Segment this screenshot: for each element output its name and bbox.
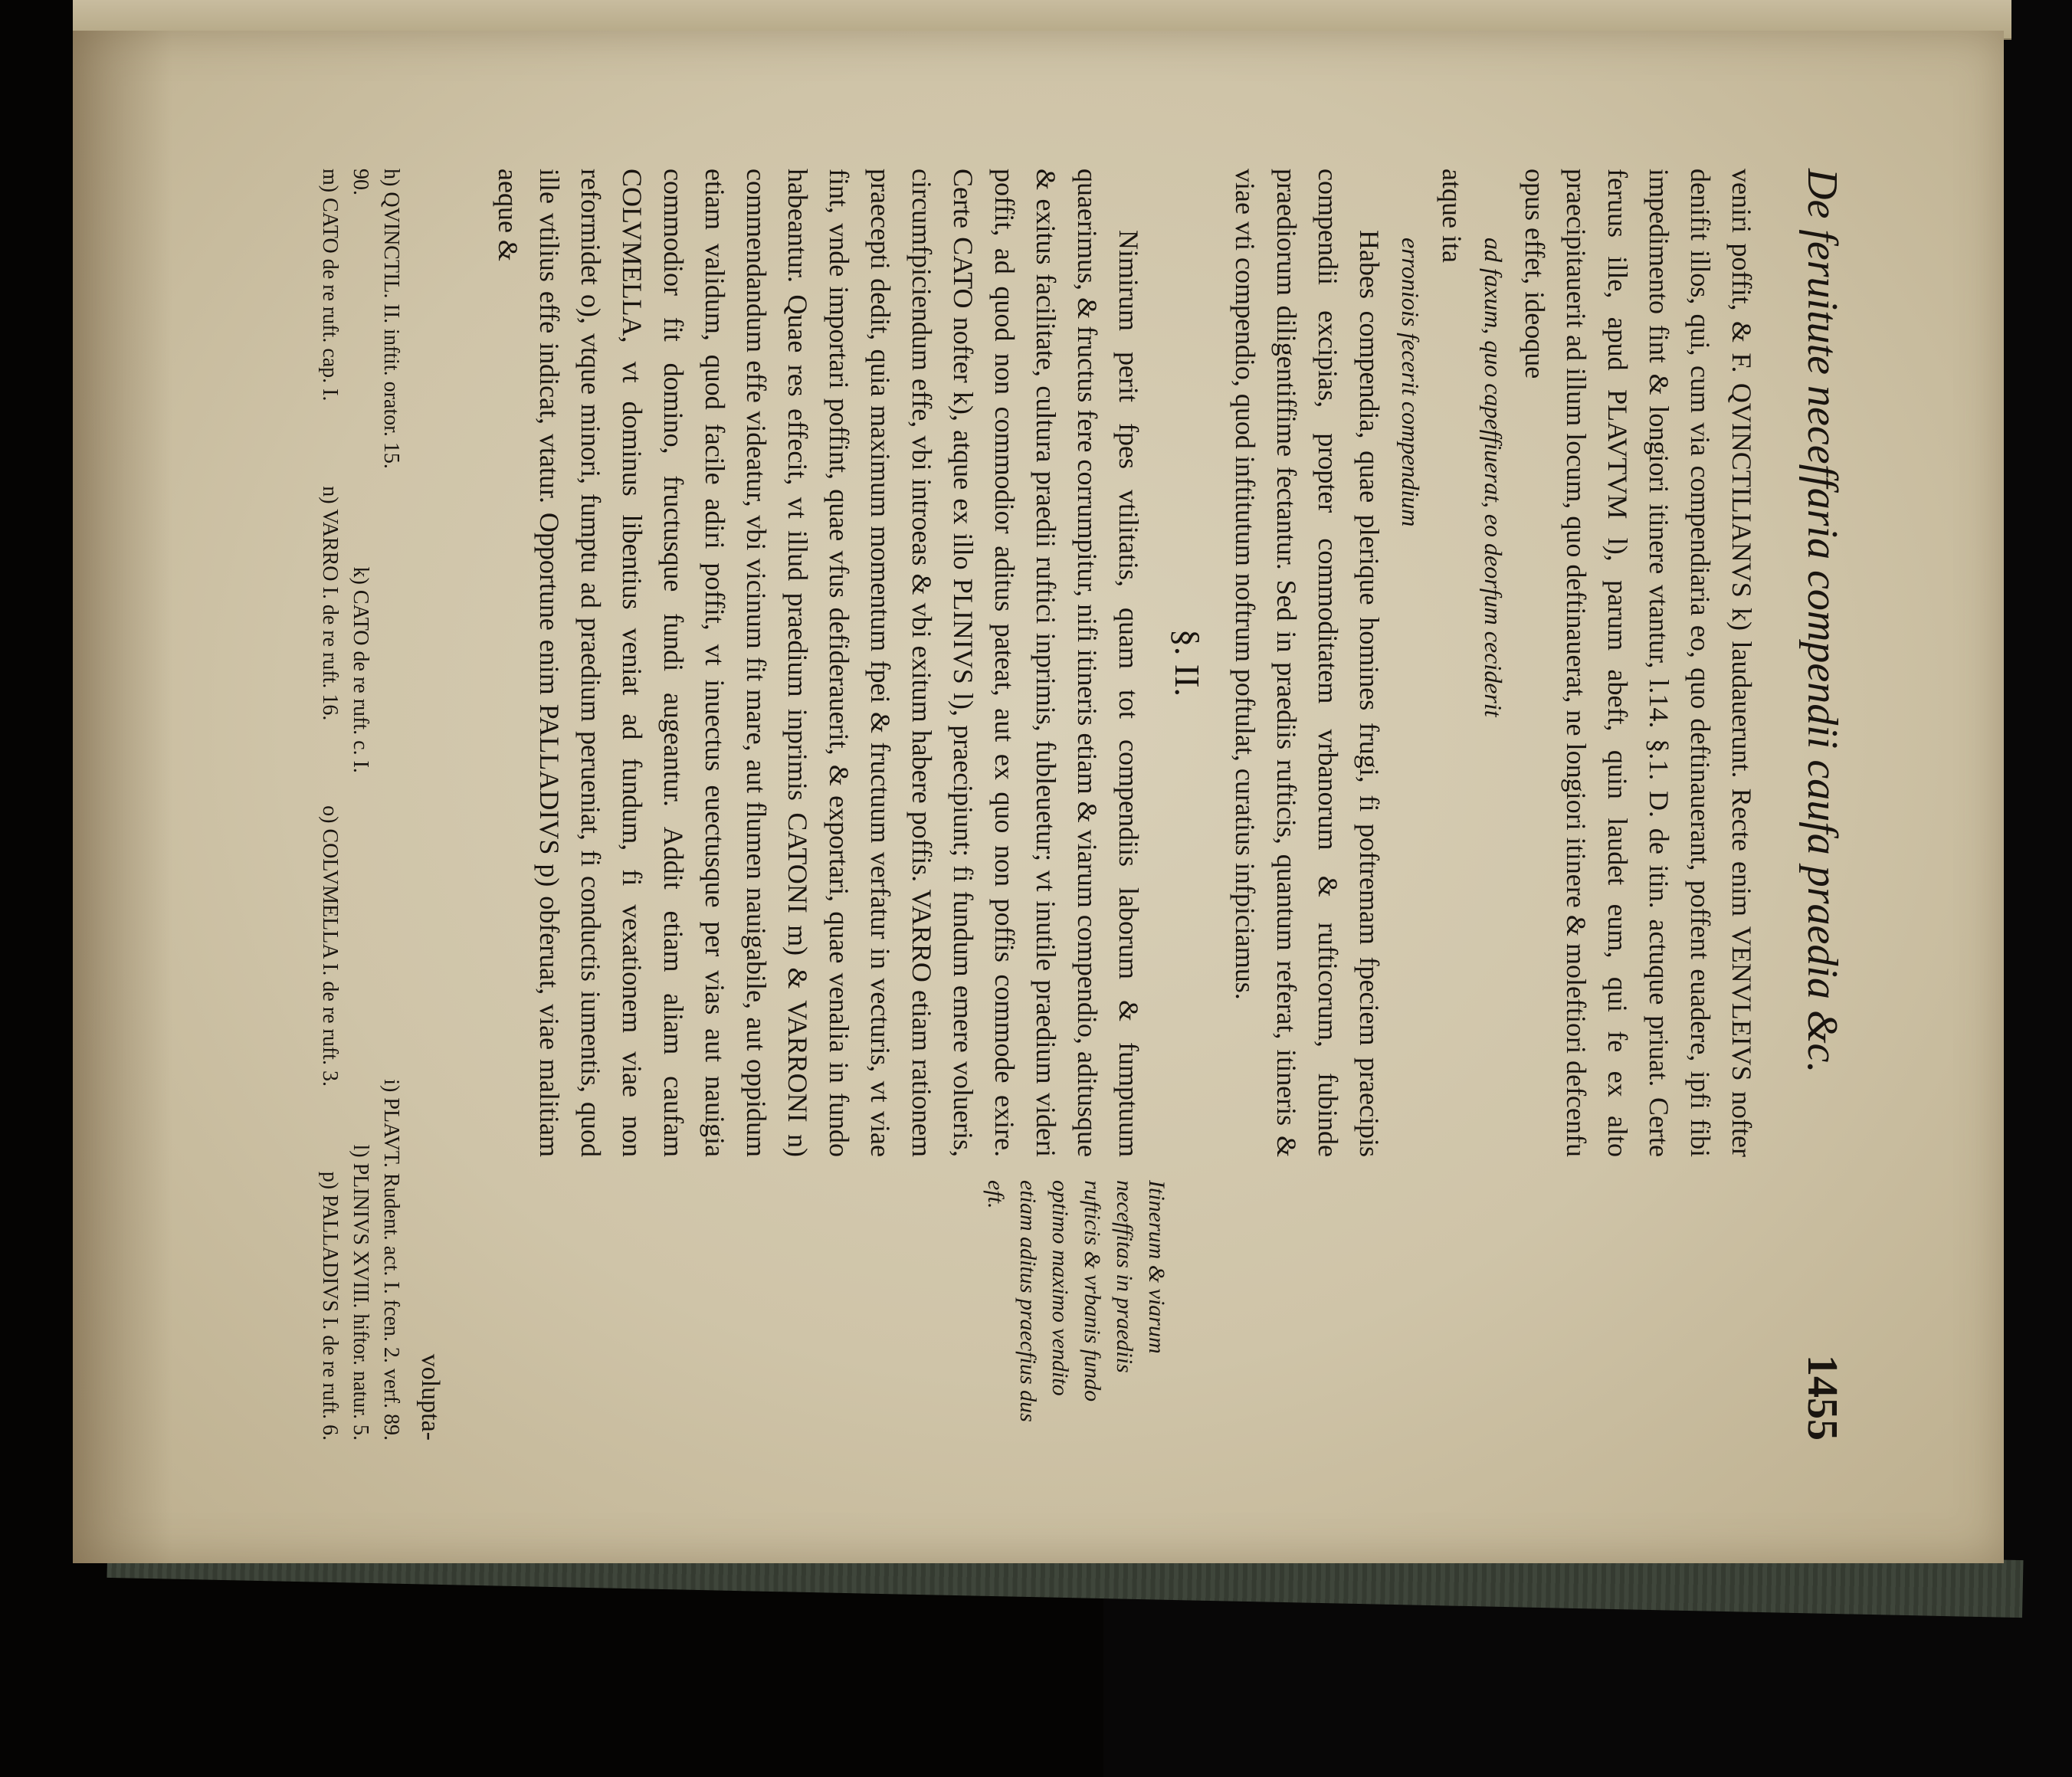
footnotes <box>314 169 406 1441</box>
footnote-n: n) VARRO I. de re ruft. 16. <box>318 486 342 721</box>
rotated-text-block <box>130 169 1847 1441</box>
page-number: 1455 <box>1798 1355 1846 1441</box>
paragraph-3: Nimirum perit fpes vtilitatis, quam tot compendiis laborum & fumptuum quaerimus, & fructus fere corrumpitur, nifi itineris etiam & viarum compendio, aditusque & exitus facilitate, cultura praedii ruftici inprimis, fubleuetur; vt inutile praedium videri poffit, ad quod non commodior aditus pateat, aut ex quo non poffis commode exire. Certe CATO nofter k), atque ex illo PLINIVS l), praecipiunt; fi fundum emere volueris, circumfpiciendum effe, vbi introeas & vbi exitum habere poffis. VARRO etiam rationem praecepti dedit, quia maximum momentum fpei & fructuum verfatur in vecturis, vt viae fint, vnde importari poffint, quae vfus defiderauerit, & exportari, quae venalia in fundo habeantur. Quae res effecit, vt illud praedium inprimis CATONI m) & VARRONI n) commendandum effe videatur, vbi vicinum fit mare, aut flumen nauigabile, aut oppidum etiam validum, quod facile adiri poffit, vt inuectus euectusque per vias aut nauigia commodior fit domino, fructusque fundi augeantur. Addit etiam aliam caufam COLVMELLA, vt dominus libentius veniat ad fundum, fi vexationem viae non reformidet o), vtque minori, fumptu ad praedium perueniat, fi conductis iumentis, quod ille vtilius effe indicat, vtatur. Opportune enim PALLADIVS p) obferuat, viae malitiam aeque & <box>493 169 1144 1157</box>
verse-quote-1: ad faxum, quo capeffiuerat, eo deorfum ceciderit <box>1480 238 1507 717</box>
catchword: volupta- <box>416 1353 444 1441</box>
footnote-h: h) QVINCTIL. II. inftit. orator. 15. <box>379 169 403 469</box>
paragraph-2: Habes compendia, quae plerique homines frugi, fi poftremam fpeciem praecipis compendii excipias, propter commoditatem vrbanorum & rufticorum, fubinde praediorum diligentiffime fectantur. Sed in praediis rufticis, quantum referat, itineris & viae vti compendio, quod inftitutum noftrum poftulat, curatius infpiciamus. <box>1230 169 1385 1157</box>
main-text-column <box>487 169 1762 1157</box>
running-head <box>1793 169 1847 1441</box>
paragraph-1: veniri poffit, & F. QVINCTILIANVS k) laudauerunt. Recte enim VENVLEIVS nofter denifit illos, qui, cum via compendiaria eo, quo deftinauerant, poffent euadere, ipfi fibi impedimento fint & longiori itinere vtantur, l.14. §.1. D. de itin. actuque priuat. Certe feruus ille, apud PLAVTVM l), parum abeft, quin laudet eum, qui fe ex alto praecipitauerit ad illum locum, quo deftinauerat, ne longiori itinere & moleftiori defcenfu opus effet, ideoque <box>1520 169 1757 1157</box>
margin-note: Itinerum & viarum neceffitas in praediis rufticis & vrbanis fundo optimo maximo vendito etiam aditus praecfius dus eft. <box>983 1180 1169 1422</box>
footnote-m: m) CATO de re ruft. cap. I. <box>318 169 342 402</box>
footnote-row <box>314 169 345 1441</box>
running-head-title: De feruitute neceffaria compendii caufa praedia &c. <box>1798 169 1846 1074</box>
section-heading: §. II. <box>1168 628 1207 697</box>
footnote-i: i) PLAVT. Rudent. act. I. fcen. 2. verf. 89. <box>379 1079 403 1441</box>
footnote-row <box>345 169 375 1441</box>
footnote-k: k) CATO de re ruft. c. I. <box>349 566 372 773</box>
verse-quote-2: erroniois fecerit compendium <box>1397 238 1424 527</box>
footnote-p: p) PALLADIVS I. de re ruft. 6. <box>318 1171 342 1441</box>
footnote-row <box>375 169 406 1441</box>
footnote-cont: 90. <box>349 169 372 195</box>
footnote-l: l) PLINIVS XVIII. hiftor. natur. 5. <box>349 1144 372 1441</box>
footnote-o: o) COLVMELLA I. de re ruft. 3. <box>318 805 342 1087</box>
atque-ita: atque ita <box>1437 169 1467 263</box>
